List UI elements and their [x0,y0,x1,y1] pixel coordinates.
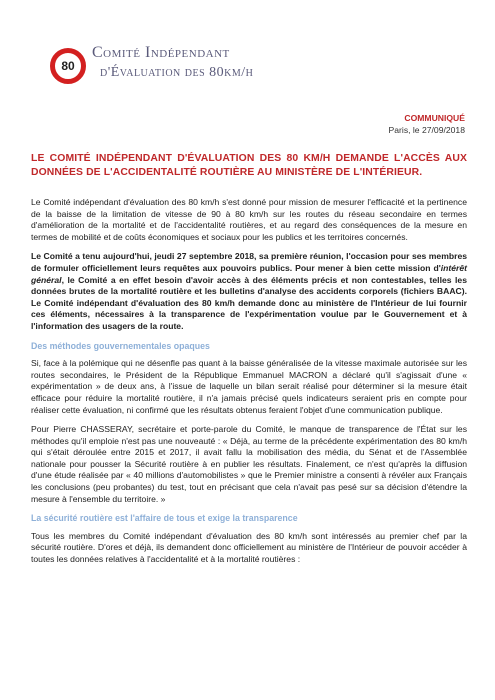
press-date: Paris, le 27/09/2018 [388,125,465,135]
paragraph-macron: Si, face à la polémique qui ne désenfle pas quant à la baisse généralisée de la vitesse maximale autorisée sur les routes secondaires, le Président de la République Emmanuel MACRON a déclaré qu'il s'agissait d'une « expérimentation » de deux ans, à l'issue de laquelle un bilan serait réalisé pour déterminer si la mesure était efficace pour réduire la mortalité routière, il n'a jamais précisé quels indicateurs seraient pris en compte pour réaliser cette évaluation, ni confirmé que les résultats obtenus feraient l'objet d'une communication publique. [31,358,467,415]
paragraph-meeting-part1: Le Comité a tenu aujourd'hui, jeudi 27 septembre 2018, sa première réunion, l'occasion pour ses membres de formuler officiellement leurs requêtes aux pouvoirs publics. Pour mener à bien cette mission d' [31,251,467,273]
press-kind: COMMUNIQUÉ [404,113,465,123]
document-body [31,197,467,574]
paragraph-meeting [31,251,467,332]
paragraph-intro: Le Comité indépendant d'évaluation des 80 km/h s'est donné pour mission de mesurer l'efficacité et la pertinence de la baisse de la limitation de vitesse de 90 à 80 km/h sur les routes du réseau secondaire en termes d'amélioration de la mortalité et de l'accidentalité routières, et au regard des conséquences de la mesure en termes de mobilité et de coûts économiques et sociaux pour les publics et les territoires concernés. [31,197,467,242]
logo-subtitle: d'Évaluation des 80km/h [100,65,254,80]
paragraph-members: Tous les membres du Comité indépendant d'évaluation des 80 km/h sont intéressés au premier chef par la sécurité routière. D'ores et déjà, ils demandent donc officiellement au ministère de l'Intérieur de pouvoir accéder à toutes les données relatives à l'accidentalité et à la mortalité routières : [31,530,467,565]
section-heading-methods: Des méthodes gouvernementales opaques [31,340,210,351]
headline: LE COMITÉ INDÉPENDANT D'ÉVALUATION DES 80 KM/H DEMANDE L'ACCÈS AUX DONNÉES DE L'ACCIDENTALITÉ ROUTIÈRE AU MINISTÈRE DE L'INTÉRIEUR. [31,153,467,178]
press-header [389,112,465,136]
paragraph-chasseray: Pour Pierre CHASSERAY, secrétaire et porte-parole du Comité, le manque de transparence de l'État sur les méthodes qu'il emploie n'est pas une nouveauté : « Déjà, au terme de la précédente expérimentation des 80 km/h qui s'était déroulée entre 2015 et 2017, il avait fallu la mobilisation des média, du Sénat et de l'Assemblée nationale pour pousser la Sécurité routière à en publier les résultats. Finalement, ce n'est qu'après la diffusion d'une étude réalisée par « 40 millions d'automobilistes » que le Premier ministre a consenti à révéler aux Français les conclusions (peu probantes) du test, tout en précisant que cela n'avait pas pesé sur sa décision d'étendre la mesure à l'ensemble du territoire. » [31,424,467,504]
logo [38,10,268,88]
paragraph-meeting-emphasis: intérêt général [31,262,467,285]
logo-badge: 80 [61,59,75,73]
section-heading-transparency: La sécurité routière est l'affaire de tous et exige la transparence [31,513,298,524]
logo-title: Comité Indépendant [92,44,230,61]
speed-limit-sign-icon [50,48,86,84]
paragraph-meeting-part2: , le Comité a en effet besoin d'avoir accès à des éléments précis et non contestables, telles les données brutes de la mortalité routière et les bulletins d'analyse des accidents corporels (fichiers BAAC). Le Comité indépendant d'évaluation des 80 km/h demande donc au ministère de l'Intérieur de lui fournir ces éléments, nécessaires à la transparence de l'expérimentation voulue par le Gouvernement et à l'information des usagers de la route. [31,274,467,331]
